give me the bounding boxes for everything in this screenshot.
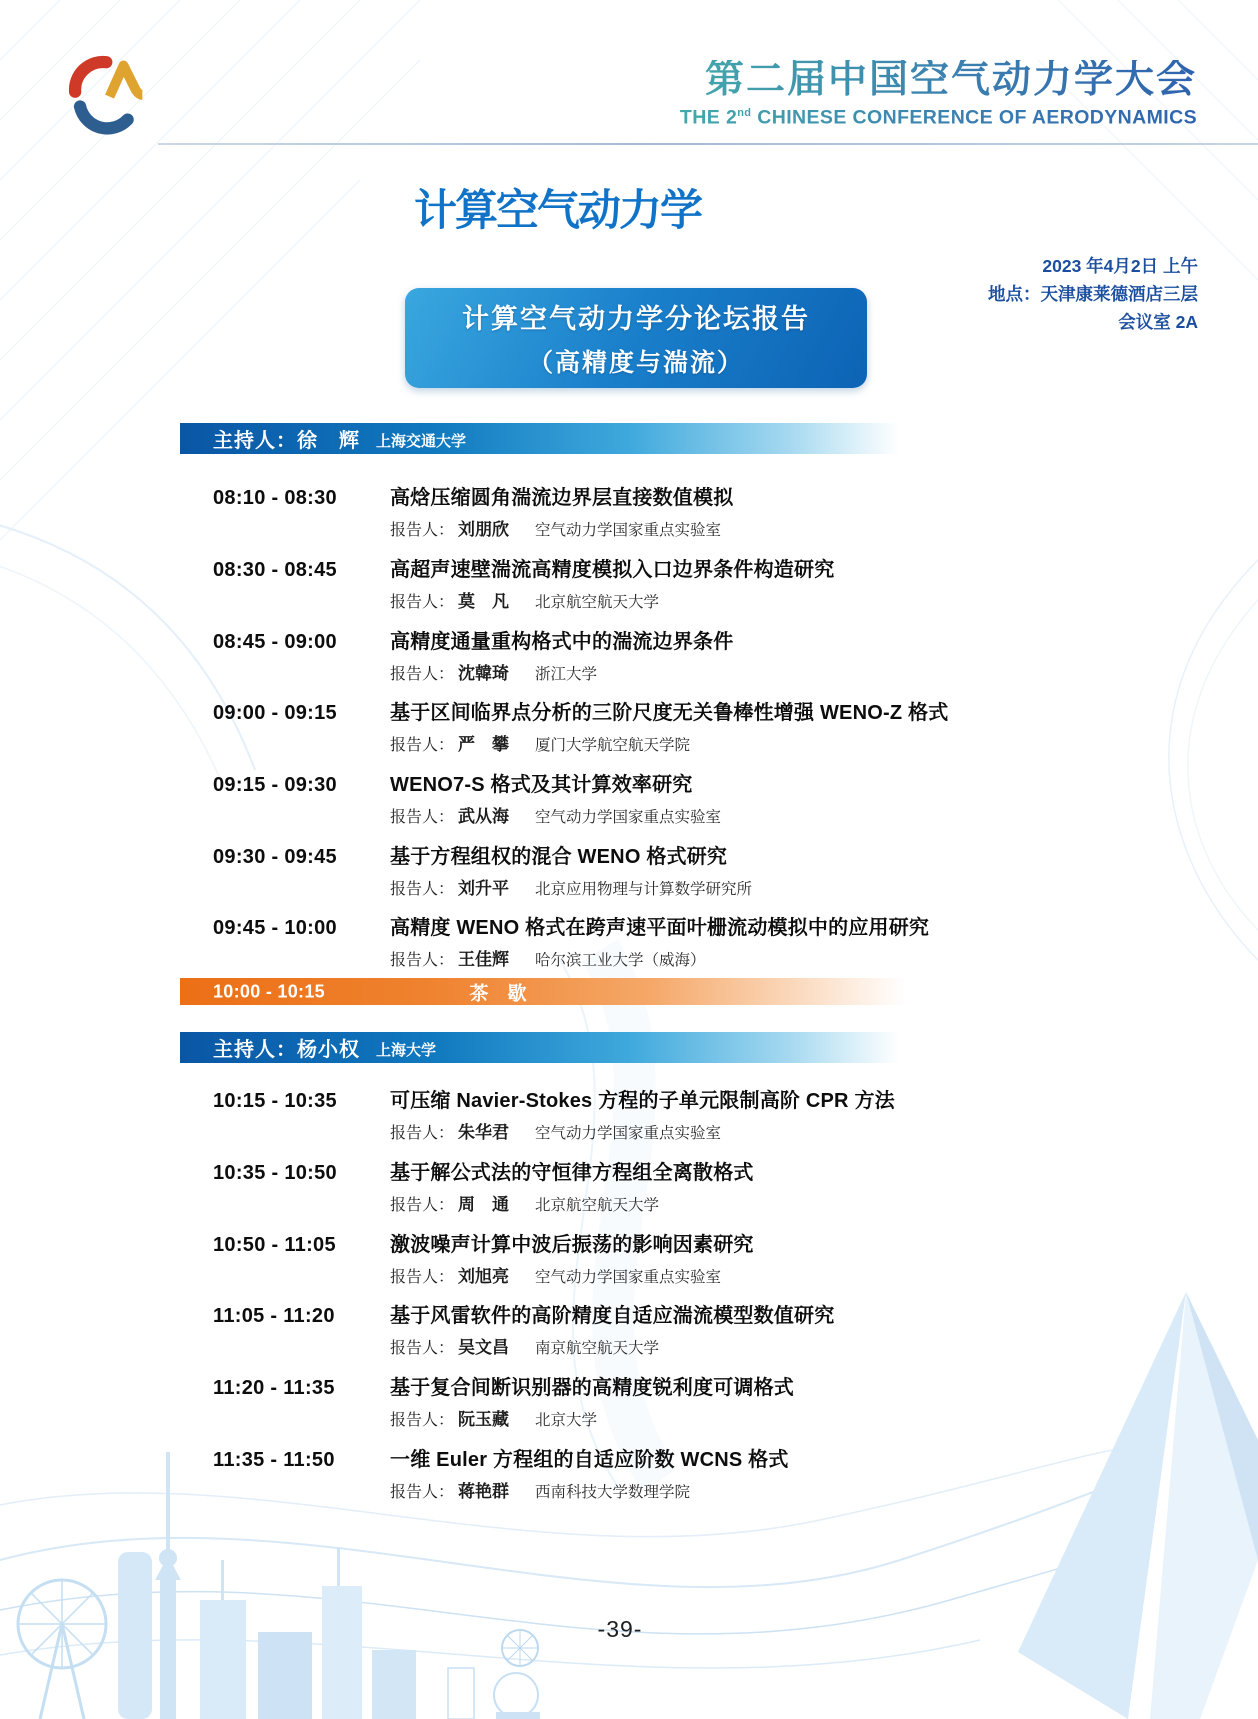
speaker-name: 沈韓琦 xyxy=(458,664,510,683)
speaker-label: 报告人： xyxy=(390,1412,455,1429)
session-location: 地点：天津康莱德酒店三层 xyxy=(988,284,1198,304)
item-time: 08:10 - 08:30 xyxy=(213,487,337,509)
speaker-affiliation: 浙江大学 xyxy=(535,666,598,683)
logo-red-swoosh xyxy=(75,62,106,92)
ordinal-superscript: nd xyxy=(737,107,752,119)
logo-gold-a xyxy=(110,65,143,96)
chair-affiliation: 上海大学 xyxy=(376,1041,437,1059)
item-detail xyxy=(390,1089,1150,1145)
item-title: 高精度 WENO 格式在跨声速平面叶栅流动模拟中的应用研究 xyxy=(390,917,930,939)
item-detail xyxy=(390,486,1150,542)
speaker-name: 刘旭亮 xyxy=(458,1267,510,1286)
speaker-label: 报告人： xyxy=(390,809,455,826)
speaker-affiliation: 空气动力学国家重点实验室 xyxy=(535,1269,722,1286)
item-speaker-line xyxy=(390,663,1150,686)
item-time: 09:00 - 09:15 xyxy=(213,702,337,724)
schedule-item xyxy=(0,773,1258,833)
item-detail xyxy=(390,773,1150,829)
schedule-item xyxy=(0,1233,1258,1293)
item-title: 激波噪声计算中波后振荡的影响因素研究 xyxy=(390,1234,754,1256)
item-speaker-line xyxy=(390,806,1150,829)
speaker-affiliation: 哈尔滨工业大学（威海） xyxy=(535,952,706,969)
chair-bar-session-2 xyxy=(180,1032,906,1063)
item-speaker-line xyxy=(390,878,1150,901)
forum-subtitle-box xyxy=(405,288,867,388)
chair-name: 主持人：杨小权 xyxy=(213,1039,360,1061)
item-speaker-line xyxy=(390,1337,1150,1360)
item-speaker-line xyxy=(390,591,1150,614)
speaker-affiliation: 南京航空航天大学 xyxy=(535,1340,660,1357)
forum-subtitle-line2: （高精度与湍流） xyxy=(527,349,744,377)
speaker-name: 朱华君 xyxy=(458,1123,510,1142)
schedule-item xyxy=(0,1448,1258,1508)
speaker-label: 报告人： xyxy=(390,522,455,539)
speaker-affiliation: 北京应用物理与计算数学研究所 xyxy=(535,881,753,898)
speaker-affiliation: 北京航空航天大学 xyxy=(535,594,660,611)
chair-bar-session-1 xyxy=(180,423,906,454)
item-speaker-line xyxy=(390,1266,1150,1289)
item-detail xyxy=(390,845,1150,901)
item-detail xyxy=(390,1161,1150,1217)
item-speaker-line xyxy=(390,949,1150,972)
tea-break-time: 10:00 - 10:15 xyxy=(213,981,325,1001)
item-detail xyxy=(390,1304,1150,1360)
speaker-affiliation: 厦门大学航空航天学院 xyxy=(535,737,691,754)
item-time: 11:20 - 11:35 xyxy=(213,1377,335,1399)
session-datetime: 2023 年4月2日 上午 xyxy=(1042,256,1198,276)
schedule-item xyxy=(0,1304,1258,1364)
header-divider xyxy=(158,143,1258,145)
schedule-item xyxy=(0,486,1258,546)
item-title: 高精度通量重构格式中的湍流边界条件 xyxy=(390,631,734,653)
item-time: 11:05 - 11:20 xyxy=(213,1305,335,1327)
item-speaker-line xyxy=(390,1122,1150,1145)
item-detail xyxy=(390,630,1150,686)
csa-logo xyxy=(62,54,144,136)
forum-title: 计算空气动力学 xyxy=(414,187,701,235)
speaker-label: 报告人： xyxy=(390,594,455,611)
item-detail xyxy=(390,916,1150,972)
item-speaker-line xyxy=(390,1194,1150,1217)
item-title: 基于方程组权的混合 WENO 格式研究 xyxy=(390,846,728,868)
item-time: 09:45 - 10:00 xyxy=(213,917,337,939)
speaker-label: 报告人： xyxy=(390,737,455,754)
speaker-label: 报告人： xyxy=(390,1125,455,1142)
item-title: 一维 Euler 方程组的自适应阶数 WCNS 格式 xyxy=(390,1449,789,1471)
conference-header xyxy=(680,60,1197,128)
speaker-name: 严 攀 xyxy=(458,735,510,754)
speaker-name: 王佳辉 xyxy=(458,950,510,969)
speaker-name: 莫 凡 xyxy=(458,592,510,611)
item-title: 基于区间临界点分析的三阶尺度无关鲁棒性增强 WENO-Z 格式 xyxy=(390,702,949,724)
speaker-name: 阮玉藏 xyxy=(458,1410,510,1429)
speaker-name: 蒋艳群 xyxy=(458,1482,510,1501)
speaker-name: 周 通 xyxy=(458,1195,510,1214)
schedule-item xyxy=(0,701,1258,761)
speaker-label: 报告人： xyxy=(390,1269,455,1286)
speaker-affiliation: 西南科技大学数理学院 xyxy=(535,1484,691,1501)
speaker-label: 报告人： xyxy=(390,1197,455,1214)
speaker-affiliation: 空气动力学国家重点实验室 xyxy=(535,522,722,539)
speaker-label: 报告人： xyxy=(390,1484,455,1501)
item-title: 基于解公式法的守恒律方程组全离散格式 xyxy=(390,1162,754,1184)
chair-affiliation: 上海交通大学 xyxy=(376,432,467,450)
item-detail xyxy=(390,1233,1150,1289)
item-time: 08:45 - 09:00 xyxy=(213,631,337,653)
chair-name: 主持人：徐 辉 xyxy=(213,430,360,452)
speaker-affiliation: 北京大学 xyxy=(535,1412,598,1429)
item-speaker-line xyxy=(390,1409,1150,1432)
schedule-item xyxy=(0,1089,1258,1149)
session-meta xyxy=(988,252,1198,336)
item-speaker-line xyxy=(390,734,1150,757)
speaker-label: 报告人： xyxy=(390,1340,455,1357)
tea-break-label: 茶 歇 xyxy=(469,983,527,1004)
item-title: 高焓压缩圆角湍流边界层直接数值模拟 xyxy=(390,487,734,509)
schedule-item xyxy=(0,916,1258,976)
schedule-item xyxy=(0,845,1258,905)
item-detail xyxy=(390,1376,1150,1432)
item-speaker-line xyxy=(390,519,1150,542)
page-number: -39- xyxy=(597,1616,643,1642)
speaker-affiliation: 北京航空航天大学 xyxy=(535,1197,660,1214)
speaker-label: 报告人： xyxy=(390,881,455,898)
speaker-name: 武从海 xyxy=(458,807,510,826)
item-time: 09:15 - 09:30 xyxy=(213,774,337,796)
conference-title-cn: 第二届中国空气动力学大会 xyxy=(680,60,1197,99)
item-title: 基于风雷软件的高阶精度自适应湍流模型数值研究 xyxy=(390,1305,835,1327)
item-detail xyxy=(390,701,1150,757)
item-detail xyxy=(390,558,1150,614)
conference-title-en: THE 2nd CHINESE CONFERENCE OF AERODYNAMICS xyxy=(679,106,1197,129)
item-title: 可压缩 Navier-Stokes 方程的子单元限制高阶 CPR 方法 xyxy=(390,1090,895,1112)
item-title: 基于复合间断识别器的高精度锐利度可调格式 xyxy=(390,1377,794,1399)
session-room: 会议室 2A xyxy=(1118,312,1198,332)
item-time: 08:30 - 08:45 xyxy=(213,559,337,581)
item-detail xyxy=(390,1448,1150,1504)
speaker-affiliation: 空气动力学国家重点实验室 xyxy=(535,1125,722,1142)
item-time: 09:30 - 09:45 xyxy=(213,846,337,868)
schedule-item xyxy=(0,558,1258,618)
tea-break-bar xyxy=(180,978,906,1005)
logo-blue-swoosh xyxy=(80,106,128,128)
item-speaker-line xyxy=(390,1481,1150,1504)
speaker-name: 刘升平 xyxy=(458,879,510,898)
speaker-label: 报告人： xyxy=(390,952,455,969)
item-title: WENO7-S 格式及其计算效率研究 xyxy=(390,774,693,796)
schedule-item xyxy=(0,1161,1258,1221)
speaker-name: 刘朋欣 xyxy=(458,520,510,539)
forum-subtitle-line1: 计算空气动力学分论坛报告 xyxy=(462,304,810,334)
item-time: 11:35 - 11:50 xyxy=(213,1449,335,1471)
schedule-item xyxy=(0,630,1258,690)
speaker-name: 吴文昌 xyxy=(458,1338,510,1357)
speaker-label: 报告人： xyxy=(390,666,455,683)
item-title: 高超声速壁湍流高精度模拟入口边界条件构造研究 xyxy=(390,559,835,581)
item-time: 10:35 - 10:50 xyxy=(213,1162,337,1184)
item-time: 10:15 - 10:35 xyxy=(213,1090,337,1112)
speaker-affiliation: 空气动力学国家重点实验室 xyxy=(535,809,722,826)
item-time: 10:50 - 11:05 xyxy=(213,1234,336,1256)
schedule-item xyxy=(0,1376,1258,1436)
